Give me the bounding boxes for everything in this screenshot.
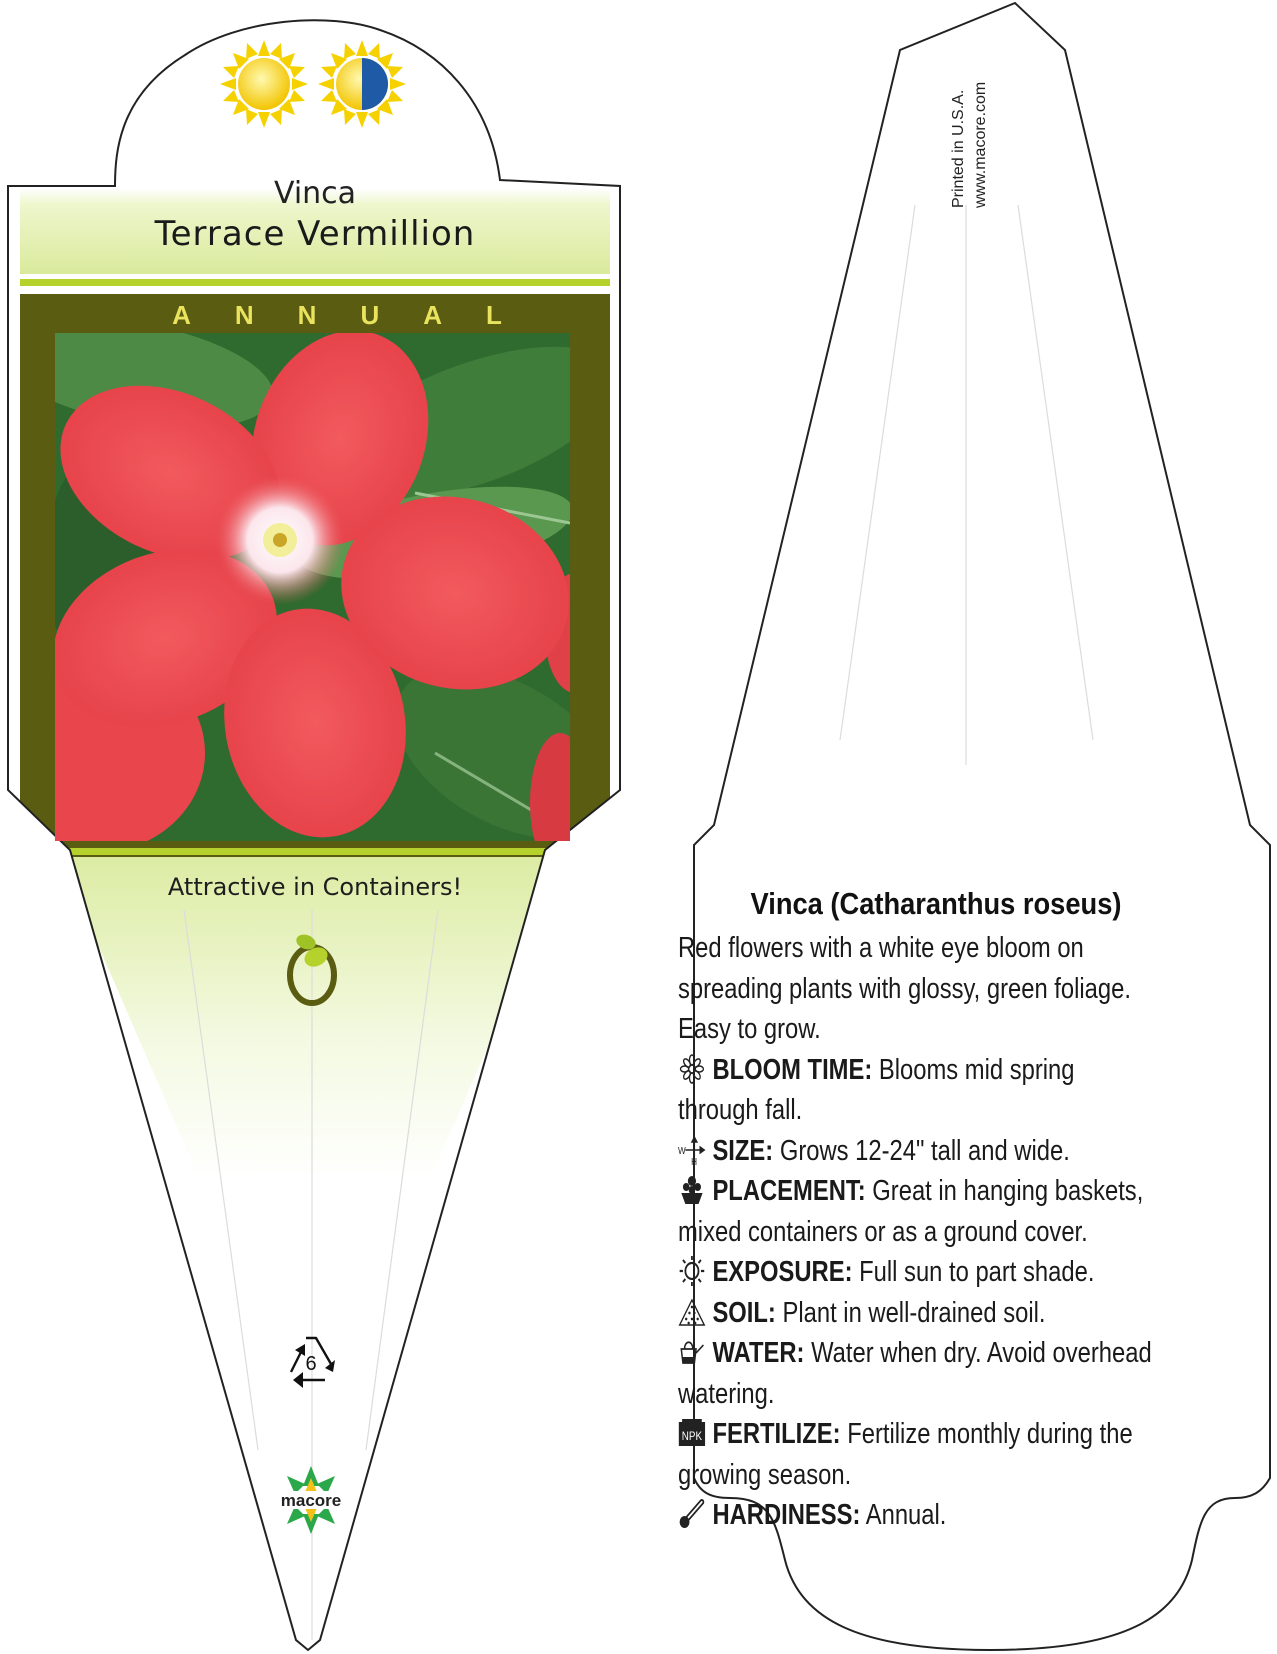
care-item-exposure: EXPOSURE: Full sun to part shade.	[678, 1252, 1154, 1293]
size-icon	[678, 1135, 706, 1165]
full-sun-icon	[220, 40, 308, 128]
printed-in: Printed in U.S.A.	[950, 89, 967, 208]
recycle-number: 6	[305, 1353, 317, 1375]
npk-icon	[678, 1418, 706, 1448]
lower-band	[60, 857, 570, 1180]
back-title: Vinca (Catharanthus roseus)	[750, 886, 1122, 921]
care-item-bloom: BLOOM TIME: Blooms mid spring through fall.	[678, 1053, 1075, 1126]
care-info	[678, 928, 1154, 1536]
care-item-hardiness: HARDINESS: Annual.	[678, 1495, 1154, 1536]
stripe-top	[20, 279, 610, 286]
care-item-size: W H SIZE: Grows 12-24" tall and wide.	[678, 1134, 1070, 1167]
stripe-bottom	[60, 848, 570, 855]
care-item-placement: PLACEMENT: Great in hanging baskets, mixed containers or as a ground cover.	[678, 1175, 1144, 1248]
brand-name: macore	[280, 1491, 342, 1510]
tagline: Attractive in Containers!	[167, 873, 463, 901]
sun-icon	[678, 1256, 706, 1286]
description: Red flowers with a white eye bloom on spreading plants with glossy, green foliage. Easy to grow.	[678, 932, 1131, 1045]
svg-text:NPK: NPK	[681, 1430, 703, 1444]
category-label: ANNUAL	[172, 300, 546, 330]
watering-can-icon	[678, 1337, 706, 1367]
flower-icon	[678, 1054, 706, 1084]
printed-info	[948, 82, 992, 208]
soil-icon	[678, 1297, 706, 1327]
care-item-soil: SOIL: Plant in well-drained soil.	[678, 1293, 1154, 1334]
svg-text:W: W	[678, 1144, 686, 1156]
placement-icon	[678, 1175, 706, 1205]
plant-name: Vinca	[273, 176, 357, 211]
care-item-fertilize: NPK FERTILIZE: Fertilize monthly during the growing season.	[678, 1418, 1133, 1491]
flower-photo	[55, 333, 570, 841]
care-item-water: WATER: Water when dry. Avoid overhead watering.	[678, 1337, 1152, 1410]
variety-name: Terrace Vermillion	[154, 214, 476, 254]
svg-text:H: H	[691, 1155, 698, 1165]
part-sun-icon	[318, 40, 406, 128]
website: www.macore.com	[972, 81, 989, 208]
thermometer-icon	[678, 1499, 706, 1529]
